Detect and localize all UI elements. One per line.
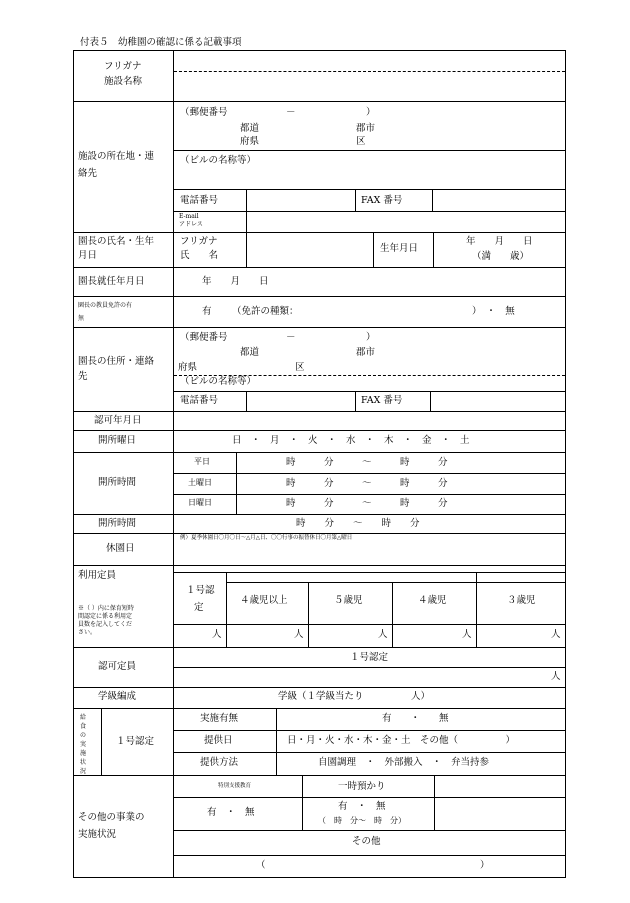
email-label: E-mail xyxy=(179,213,199,220)
meals-provided-value[interactable]: 有 ・ 無 xyxy=(382,713,449,724)
birthdate-ymd[interactable]: 年 月 日 xyxy=(466,236,533,247)
approved-type: １号認定 xyxy=(350,652,389,663)
director-prefecture-1: 都道 xyxy=(240,347,260,358)
director-furigana-label: フリガナ xyxy=(180,236,218,247)
age-col-5: ５歳児 xyxy=(334,595,363,606)
tel-field[interactable] xyxy=(247,190,355,211)
postal-code-label: （郵便番号 xyxy=(180,107,228,118)
capacity-unit[interactable]: 人 xyxy=(378,629,388,640)
capacity-note-2: 間認定に係る利用定 xyxy=(78,613,133,620)
open-days-value[interactable]: 日 ・ 月 ・ 火 ・ 水 ・ 木 ・ 金 ・ 土 xyxy=(232,435,470,446)
page-title: 付表５ 幼稚園の確認に係る記載事項 xyxy=(80,37,242,48)
postal-dash: － xyxy=(286,107,296,118)
holiday-label: 休園日 xyxy=(106,543,135,554)
email-field[interactable] xyxy=(247,212,565,232)
class-config-label: 学級編成 xyxy=(98,691,137,702)
weekday-hours[interactable]: 時 分 ～ 時 分 xyxy=(286,457,448,468)
open-days-label: 開所曜日 xyxy=(98,435,137,446)
age-col-3: ３歳児 xyxy=(507,595,536,606)
meals-method-value[interactable]: 自園調理 ・ 外部搬入 ・ 弁当持参 xyxy=(318,757,490,768)
meals-days-value[interactable]: 日・月・火・水・木・金・土 その他（ ） xyxy=(287,735,516,746)
temp-care-label: 一時預かり xyxy=(338,781,386,792)
capacity-type-2: 定 xyxy=(194,602,204,613)
birthdate-label: 生年月日 xyxy=(380,243,419,254)
meals-days-label: 提供日 xyxy=(204,735,233,746)
director-fax-label: FAX 番号 xyxy=(361,395,403,406)
appointment-date-value[interactable]: 年 月 日 xyxy=(202,276,269,287)
director-fax-field[interactable] xyxy=(431,392,565,411)
other-label: その他 xyxy=(352,836,381,847)
permit-date-field[interactable] xyxy=(174,412,565,430)
hours-value-2[interactable]: 時 分 ～ 時 分 xyxy=(296,518,420,529)
fax-field[interactable] xyxy=(433,190,565,211)
director-tel-label: 電話番号 xyxy=(180,395,219,406)
director-prefecture-2: 府県 xyxy=(178,362,198,373)
approved-capacity-label: 認可定員 xyxy=(98,661,137,672)
postal-close: ） xyxy=(366,107,376,118)
location-label-2: 絡先 xyxy=(78,168,98,179)
email-label-2: アドレス xyxy=(179,221,203,228)
capacity-unit[interactable]: 人 xyxy=(462,629,472,640)
director-tel-field[interactable] xyxy=(247,392,355,411)
temp-care-hours[interactable]: （ 時 分～ 時 分） xyxy=(318,816,406,825)
other-services-label: その他の事業の xyxy=(78,812,145,823)
facility-furigana-label: フリガナ xyxy=(104,61,142,72)
license-label: 園長の教員免許の有 xyxy=(78,302,133,309)
meals-type: １号認定 xyxy=(116,736,155,747)
building-label: （ビルの名称等） xyxy=(180,155,257,166)
meals-provided-label: 実施有無 xyxy=(200,713,239,724)
director-postal-label: （郵便番号 xyxy=(180,332,228,343)
director-address-label: 園長の住所・連絡 xyxy=(78,356,155,367)
facility-furigana-field[interactable] xyxy=(174,51,565,71)
saturday-hours[interactable]: 時 分 ～ 時 分 xyxy=(286,478,448,489)
facility-name-field[interactable] xyxy=(174,72,565,101)
license-type-label: （免許の種類： xyxy=(232,306,299,317)
capacity-unit[interactable]: 人 xyxy=(551,629,561,640)
hours-label: 開所時間 xyxy=(98,477,137,488)
capacity-unit[interactable]: 人 xyxy=(212,629,222,640)
saturday-label: 土曜日 xyxy=(188,478,212,487)
prefecture-label-2: 府県 xyxy=(240,136,260,147)
license-no[interactable]: ） ・ 無 xyxy=(472,306,515,317)
permit-date-label: 認可年月日 xyxy=(94,415,142,426)
fax-label: FAX 番号 xyxy=(361,195,403,206)
capacity-unit[interactable]: 人 xyxy=(294,629,304,640)
age-col-4: ４歳児 xyxy=(418,595,447,606)
director-address-label-2: 先 xyxy=(78,371,88,382)
location-label: 施設の所在地・連 xyxy=(78,151,155,162)
director-postal-close: ） xyxy=(366,332,376,343)
capacity-label: 利用定員 xyxy=(78,570,117,581)
special-support-label: 特別支援教育 xyxy=(218,783,252,789)
director-name-label-2: 月日 xyxy=(78,250,98,261)
special-support-value[interactable]: 有 ・ 無 xyxy=(207,807,255,818)
class-config-value[interactable]: 学級（１学級当たり 人） xyxy=(278,691,431,702)
capacity-note-4: さい。 xyxy=(78,629,97,636)
other-services-label-2: 実施状況 xyxy=(78,829,117,840)
other-paren-open: （ xyxy=(256,860,266,871)
capacity-note-3: 員数を記入してくだ xyxy=(78,621,133,628)
age-col-4-plus: ４歳児以上 xyxy=(240,595,288,606)
director-city-label: 郡市 xyxy=(356,347,376,358)
license-label-2: 無 xyxy=(78,315,85,322)
director-postal-dash: － xyxy=(286,332,296,343)
director-name-label: 園長の氏名・生年 xyxy=(78,236,155,247)
license-yes[interactable]: 有 xyxy=(202,306,212,317)
city-label: 郡市 xyxy=(356,123,376,134)
other-field[interactable] xyxy=(268,856,478,876)
director-name-field[interactable] xyxy=(247,233,373,267)
meals-method-label: 提供方法 xyxy=(200,757,239,768)
other-paren-close: ） xyxy=(480,860,490,871)
holiday-example: 例）夏季休園日〇月〇日～△月△日、〇〇行事の振替休日〇月第△曜日 xyxy=(180,535,353,541)
appointment-date-label: 園長就任年月日 xyxy=(78,276,145,287)
weekday-label: 平日 xyxy=(194,457,210,466)
tel-label: 電話番号 xyxy=(180,195,219,206)
sunday-label: 日曜日 xyxy=(188,498,212,507)
sunday-hours[interactable]: 時 分 ～ 時 分 xyxy=(286,498,448,509)
director-shimei-label: 氏 名 xyxy=(180,250,219,261)
director-ward-label: 区 xyxy=(295,362,305,373)
temp-care-value[interactable]: 有 ・ 無 xyxy=(338,801,386,812)
capacity-type: １号認 xyxy=(186,585,215,596)
birthdate-age[interactable]: （満 歳） xyxy=(472,251,530,262)
approved-unit[interactable]: 人 xyxy=(551,671,561,682)
ward-label: 区 xyxy=(356,136,366,147)
prefecture-label-1: 都道 xyxy=(240,123,260,134)
capacity-note: ※（ ）内に保育短時 xyxy=(78,605,134,612)
facility-name-label: 施設名称 xyxy=(104,76,143,87)
hours-label-2: 開所時間 xyxy=(98,518,137,529)
director-building-label: （ビルの名称等） xyxy=(180,376,257,387)
